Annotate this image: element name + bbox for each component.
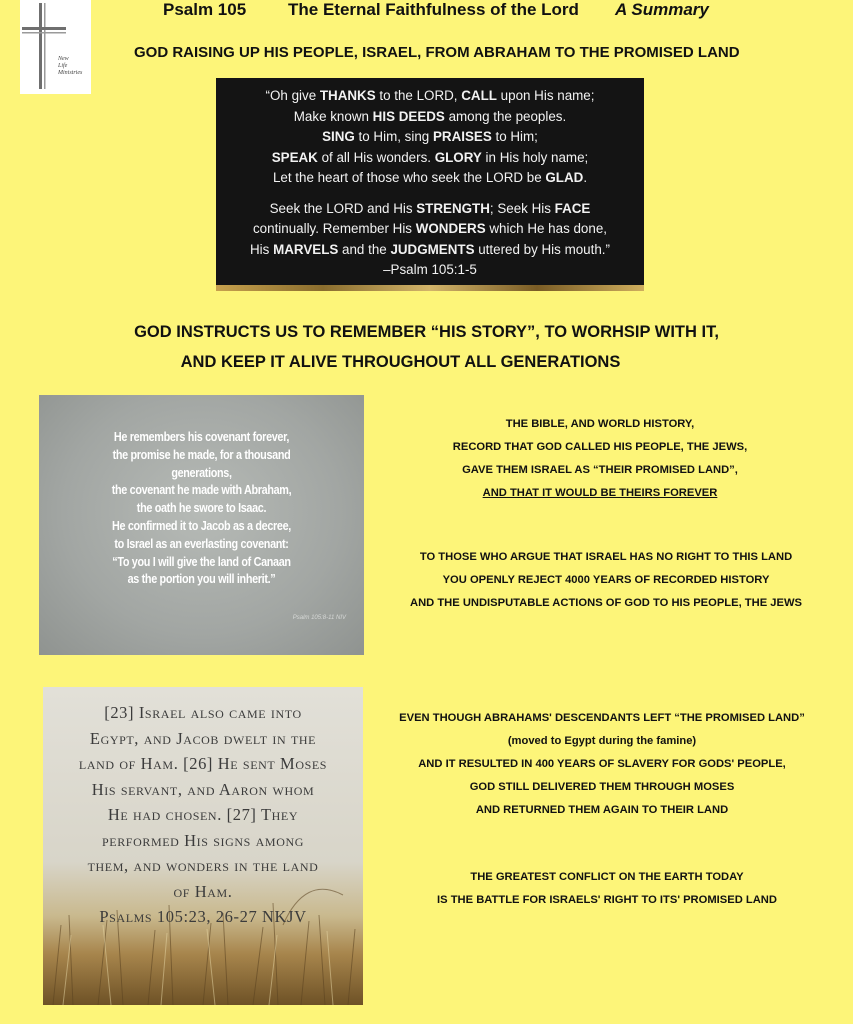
verse-text: to Him, sing	[354, 129, 433, 144]
verse-line	[216, 86, 644, 107]
verse-line: Egypt, and Jacob dwelt in the	[89, 728, 317, 748]
verse-line: land of Ham. [26] He sent Moses	[78, 754, 328, 773]
logo-text-line: Ministries	[58, 70, 83, 76]
emphasized-word: THANKS	[319, 88, 376, 103]
verse-text: uttered by His mouth.”	[474, 241, 610, 257]
text-block-bible-history	[390, 413, 810, 505]
verse-text: upon His name;	[496, 88, 595, 103]
verse-signature: Psalm 105:8-11 NIV	[292, 615, 346, 621]
emphasized-word: CALL	[461, 88, 497, 103]
verse-line: the oath he swore to Isaac.	[136, 500, 267, 516]
emphasized-word: STRENGTH	[416, 200, 490, 216]
ministry-logo	[20, 0, 91, 94]
text-line: THE BIBLE, AND WORLD HISTORY,	[505, 418, 695, 430]
verse-text: “Oh give	[265, 88, 320, 103]
psalm-title: The Eternal Faithfulness of the Lord	[288, 0, 579, 19]
verse-line: the promise he made, for a thousand	[112, 446, 291, 462]
verse-line	[216, 148, 644, 169]
logo-text-line: Life	[58, 63, 68, 69]
verse-line	[216, 127, 644, 148]
verse-text: His	[250, 241, 274, 257]
text-line: IS THE BATTLE FOR ISRAELS' RIGHT TO ITS' PROMISED LAND	[437, 894, 777, 906]
emphasized-word: GLAD	[545, 170, 584, 185]
verse-line: performed His signs among	[102, 830, 304, 850]
verse-line: generations,	[171, 464, 232, 480]
section-heading-line2: AND KEEP IT ALIVE THROUGHOUT ALL GENERATIONS	[180, 353, 621, 371]
text-line: (moved to Egypt during the famine)	[507, 735, 697, 747]
verse-text: among the peoples.	[444, 108, 567, 124]
verse-text: and the	[338, 241, 391, 257]
verse-text: to the LORD,	[375, 88, 462, 103]
verse-line: them, and wonders in the land	[87, 856, 319, 875]
verse-reference: –Psalm 105:1-5	[383, 262, 477, 277]
text-line: GOD STILL DELIVERED THEM THROUGH MOSES	[469, 781, 735, 793]
verse-line: [23] Israel also came into	[104, 703, 302, 722]
text-line: AND THE UNDISPUTABLE ACTIONS OF GOD TO HIS PEOPLE, THE JEWS	[409, 597, 802, 609]
verse-reference: Psalms 105:23, 26-27 NKJV	[99, 907, 307, 926]
verse-text: continually. Remember His	[252, 221, 416, 236]
section-heading-line1: GOD INSTRUCTS US TO REMEMBER “HIS STORY”, TO WORHSIP WITH IT,	[134, 323, 719, 341]
verse-line: “To you I will give the land of Canaan	[112, 553, 291, 569]
verse-line: He confirmed it to Jacob as a decree,	[112, 517, 291, 533]
emphasized-word: JUDGMENTS	[390, 241, 475, 257]
verse-text: .	[583, 170, 588, 185]
verse-text: Make known	[293, 108, 373, 124]
covenant-verse	[68, 428, 335, 588]
text-block-argue	[386, 546, 826, 615]
page-subtitle: GOD RAISING UP HIS PEOPLE, ISRAEL, FROM ABRAHAM TO THE PROMISED LAND	[134, 44, 740, 61]
text-line: AND RETURNED THEM AGAIN TO THEIR LAND	[475, 804, 729, 816]
verse-line	[216, 107, 644, 128]
verse-line	[216, 240, 644, 261]
text-line: RECORD THAT GOD CALLED HIS PEOPLE, THE JEWS,	[452, 441, 748, 453]
verse-line: He had chosen. [27] They	[107, 805, 299, 824]
egypt-verse	[43, 700, 363, 930]
verse-line: as the portion you will inherit.”	[127, 571, 276, 587]
verse-line: the covenant he made with Abraham,	[111, 482, 292, 498]
verse-text: Seek the LORD and His	[269, 200, 417, 216]
verse-lines	[216, 199, 644, 261]
verse-text: of all His wonders.	[317, 149, 435, 165]
verse-line: His servant, and Aaron whom	[91, 779, 315, 799]
verse-text: ; Seek His	[489, 200, 555, 216]
text-line: AND IT RESULTED IN 400 YEARS OF SLAVERY FOR GODS' PEOPLE,	[418, 758, 786, 770]
verse-line: He remembers his covenant forever,	[113, 429, 290, 444]
emphasized-word: SPEAK	[271, 149, 318, 165]
emphasized-word: WONDERS	[415, 221, 486, 236]
verse-line: to Israel as an everlasting covenant:	[114, 535, 289, 551]
verse-line: of Ham.	[173, 881, 233, 901]
emphasized-word: FACE	[554, 200, 591, 216]
verse-line	[216, 199, 644, 220]
cross-icon	[20, 0, 91, 94]
verse-text: which He has done,	[485, 221, 607, 236]
verse-image-egypt	[43, 687, 363, 1005]
verse-image-psalm-105-1-5	[216, 78, 644, 291]
logo-text-line: New	[58, 56, 69, 62]
verse-image-covenant	[39, 395, 364, 655]
summary-label: A Summary	[615, 0, 709, 19]
verse-text: to Him;	[491, 129, 538, 144]
logo-text	[58, 56, 91, 77]
text-block-conflict	[412, 866, 802, 912]
psalm-number: Psalm 105	[163, 0, 247, 19]
text-line: YOU OPENLY REJECT 4000 YEARS OF RECORDED HISTORY	[442, 574, 770, 586]
emphasized-word: GLORY	[434, 149, 482, 165]
text-line: GAVE THEM ISRAEL AS “THEIR PROMISED LAND”,	[462, 464, 738, 476]
verse-text: in His holy name;	[481, 149, 589, 165]
emphasized-word: SING	[322, 129, 355, 144]
emphasized-word: HIS DEEDS	[372, 108, 445, 124]
grass-strip	[216, 285, 644, 291]
text-line: EVEN THOUGH ABRAHAMS' DESCENDANTS LEFT “THE PROMISED LAND”	[399, 712, 805, 724]
text-line: TO THOSE WHO ARGUE THAT ISRAEL HAS NO RIGHT TO THIS LAND	[419, 551, 793, 563]
verse-text: Let the heart of those who seek the LORD be	[272, 170, 546, 185]
text-line: THE GREATEST CONFLICT ON THE EARTH TODAY	[470, 871, 744, 883]
verse-lines	[216, 86, 644, 189]
verse-line	[216, 219, 644, 240]
text-block-egypt	[380, 707, 824, 822]
emphasized-word: MARVELS	[273, 241, 339, 257]
emphasized-word: PRAISES	[432, 129, 492, 144]
verse-line	[216, 168, 644, 189]
text-line-underlined: AND THAT IT WOULD BE THEIRS FOREVER	[482, 487, 718, 499]
